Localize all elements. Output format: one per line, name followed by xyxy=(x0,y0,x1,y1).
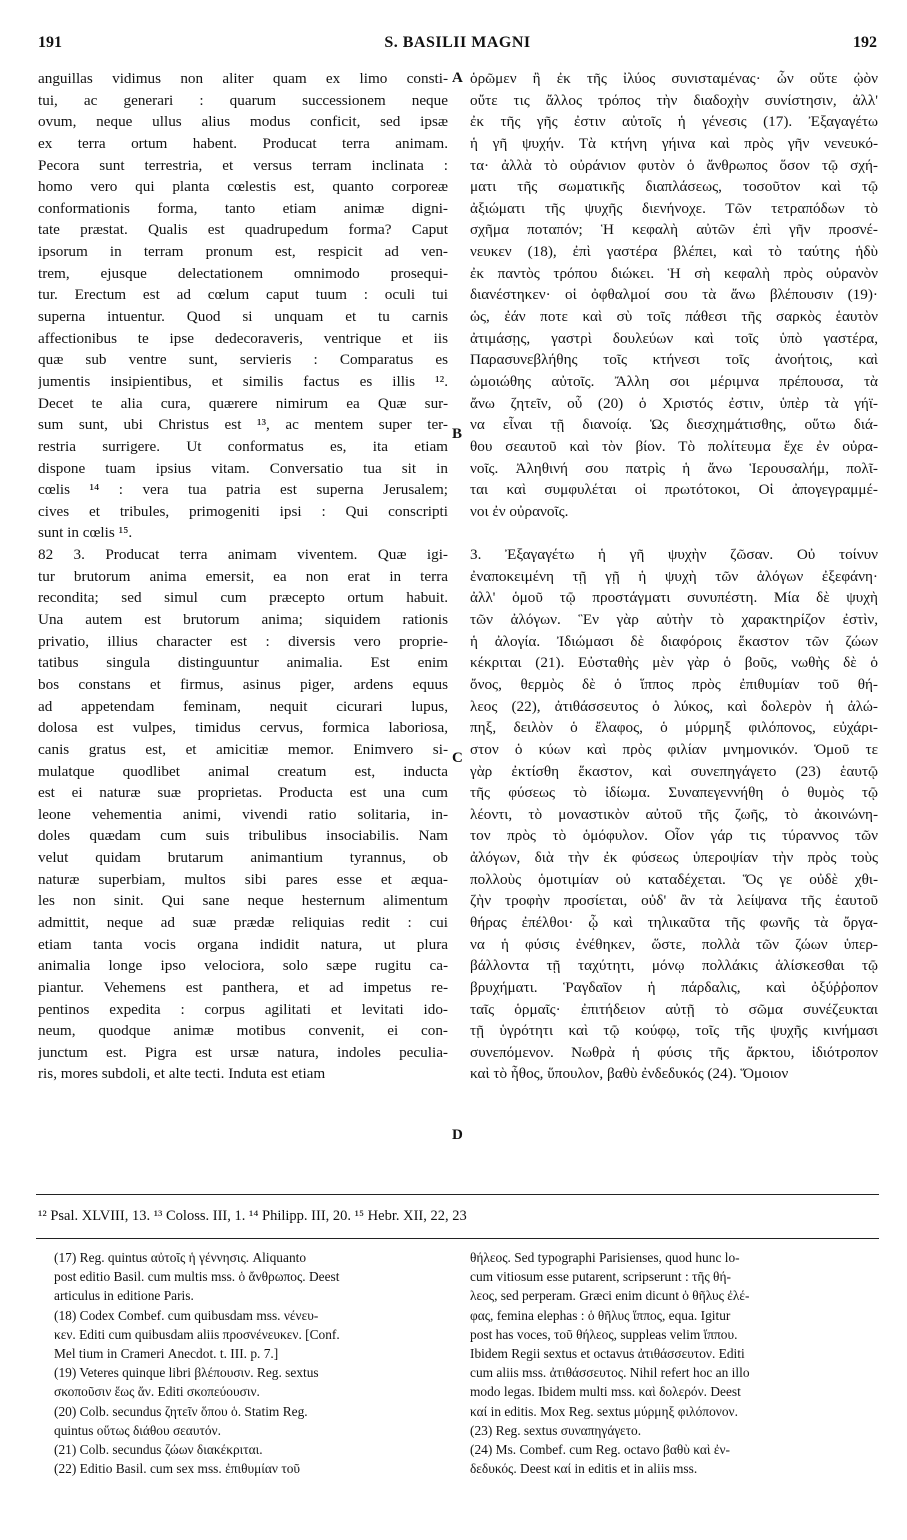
scripture-references: ¹² Psal. XLVIII, 13. ¹³ Coloss. III, 1. ¹⁴ Philipp. III, 20. ¹⁵ Hebr. XII, 22, 23 xyxy=(38,1208,467,1224)
greek-line: νοι ἐν οὐρανοῖς. xyxy=(470,502,569,520)
latin-line: homo vero qui planta cœlestis est, quanto corporeæ xyxy=(38,178,448,196)
greek-line: βάλλοντα τῇ ταχύτητι, μόνῳ πολλάκις ἁλίσκεσθαι τῷ xyxy=(470,957,878,975)
greek-line: στον ὁ κύων καὶ πρὸς φιλίαν μνημονικόν. Ὁμοῦ τε xyxy=(470,740,878,758)
greek-line: καὶ τὸ ἦθος, ὕπουλον, βαθὺ ἐνδεδυκός (24). Ὅμοιον xyxy=(470,1065,789,1083)
footnote-line: cum aliis mss. ἀτιθάσσευτος. Nihil refert hoc an illo xyxy=(470,1365,750,1381)
footnote-line: quintus οὕτως διάθου σεαυτόν. xyxy=(54,1422,221,1438)
latin-line: ovum, neque ullus alius modus conficit, sed ipsæ xyxy=(38,113,448,131)
latin-line: piantur. Vehemens est panthera, et ad impetus re- xyxy=(38,978,448,996)
footnote-line: articulus in editione Paris. xyxy=(54,1288,194,1304)
latin-line: junctum est. Pigra est ursæ natura, indoles peculia- xyxy=(38,1043,448,1061)
greek-line: θου σεαυτοῦ καὶ τὸν βίον. Τὸ πολίτευμα ἔχε ἐν οὐρα- xyxy=(470,437,878,455)
latin-line: tui, ac generari : quarum successionem neque xyxy=(38,91,448,109)
latin-line: canis gratus est, et amicitiæ memor. Enimvero si- xyxy=(38,740,448,758)
greek-line: οὔτε τις ἄλλος τρόπος τὴν διαδοχὴν συνίστησιν, ἀλλ' xyxy=(470,91,878,109)
footnote-line: καί in editis. Mox Reg. sextus μύρμηξ φιλόπονον. xyxy=(470,1403,738,1419)
margin-letter-c: C xyxy=(452,750,463,766)
greek-column xyxy=(470,68,878,1085)
latin-line: doles quædam cum suis tribulibus insociabilis. Nam xyxy=(38,827,448,845)
greek-line: θήρας ἐπέλθοι· ᾧ καὶ τηλικαῦτα τῆς φωνῆς τὰ ὄργα- xyxy=(470,913,878,931)
greek-line: ται καὶ συμφυλέται οἱ πρωτότοκοι, Οἱ ἀπογεγραμμέ- xyxy=(470,481,878,499)
footnote-line: (23) Reg. sextus συναπηγάγετο. xyxy=(470,1422,642,1438)
greek-line: ἀλλ' ὁμοῦ τῷ προστάγματι συνυπέστη. Μία δὲ ψυχὴ xyxy=(470,589,878,607)
greek-line: ἀτιμάσῃς, γαστρὶ δουλεύων καὶ τοῖς ὑπὸ γαστέρα, xyxy=(470,329,878,347)
greek-line: ὄνος, θερμὸς δὲ ὁ ἵππος πρὸς ἐπιθυμίαν τοῦ θή- xyxy=(470,675,878,693)
latin-line: superna intuentur. Quod si unquam et tu carnis xyxy=(38,308,448,326)
text-divider xyxy=(36,1194,879,1195)
latin-line: ad appetendam feminam, nequit cicurari lupus, xyxy=(38,697,448,715)
footnote-line: (20) Colb. secundus ζητεῖν ὅπου ὁ. Statim Reg. xyxy=(54,1403,308,1419)
greek-line: συνεπόμενον. Νωθρὰ ἡ φύσις τῆς ἄρκτου, ἰδιότροπον xyxy=(470,1043,878,1061)
greek-line: κέκριται (21). Εὐσταθὴς μὲν γὰρ ὁ βοῦς, νωθὴς δὲ ὁ xyxy=(470,654,878,672)
footnote-line: post editio Basil. cum multis mss. ὁ ἄνθρωπος. Deest xyxy=(54,1269,340,1285)
latin-line: privatio, illius character est : diversis vero proprie- xyxy=(38,632,448,650)
latin-line: pentinos expedita : corpus agilitati et levitati ido- xyxy=(38,1000,448,1018)
footnote-line: (18) Codex Combef. cum quibusdam mss. νένευ- xyxy=(54,1307,319,1323)
footnote-line: (22) Editio Basil. cum sex mss. ἐπιθυμίαν τοῦ xyxy=(54,1461,301,1477)
footnotes-right xyxy=(470,1248,878,1478)
latin-line: ipsorum in terram pronum est, respicit ad ven- xyxy=(38,243,448,261)
latin-line: dispone tuam ipsius vitam. Conversatio tua sit in xyxy=(38,459,448,477)
greek-line: Παρασυνεβλήθης τοῖς κτήνεσι τοῖς ἀνοήτοις, καὶ xyxy=(470,351,878,369)
margin-letter-d: D xyxy=(452,1127,463,1143)
footnote-line: Mel tium in Cramerі Anecdot. t. III. p. 7.] xyxy=(54,1345,279,1361)
footnote-line: (19) Veteres quinque libri βλέπουσιν. Reg. sextus xyxy=(54,1365,319,1381)
footnote-line: κεν. Editi cum quibusdam aliis προσνένευκεν. [Conf. xyxy=(54,1326,340,1342)
greek-line: πηξ, δειλὸν ὁ ἔλαφος, ὁ μύρμηξ φιλόπονος, εὐχάρι- xyxy=(470,719,878,737)
latin-line: Decet te alia cura, quærere nimirum ea Quæ sur- xyxy=(38,394,448,412)
latin-line: tur brutorum anima emersit, ea non erat in terra xyxy=(38,567,448,585)
footnote-line: (21) Colb. secundus ζώων διακέκριται. xyxy=(54,1441,263,1457)
footnote-line: modo legas. Ibidem multi mss. καὶ δολερόν. Deest xyxy=(470,1384,741,1400)
greek-line: σχῆμα ποταπόν; Ἡ κεφαλὴ αὐτῶν ἐπὶ γῆν προσνέ- xyxy=(470,221,878,239)
greek-line: τον πρὸς τὸ ὁμόφυλον. Οἷον γάρ τις τύραννος τῶν xyxy=(470,827,878,845)
greek-line: ὡς, ἐάν ποτε καὶ σὺ τοῖς πάθεσι τῆς σαρκὸς ἑαυτὸν xyxy=(470,308,878,326)
footnote-line: φας, femina elephas : ὁ θῆλυς ἵππος, equa. Igitur xyxy=(470,1307,731,1323)
greek-line: να εἶναι τῇ διανοίᾳ. Ὡς διεσχημάτισθης, οὕτω διά- xyxy=(470,416,878,434)
latin-line: neum, quodque animæ motibus convenit, ei con- xyxy=(38,1022,448,1040)
greek-line: ταῖς ὁρμαῖς· ἐπιτήδειον αὐτῇ τὸ σῶμα συνέζευκται xyxy=(470,1000,878,1018)
latin-line: 82 3. Producat terra animam viventem. Quæ igi- xyxy=(38,546,448,564)
latin-line: restria surrigere. Ut conformatus es, ita etiam xyxy=(38,437,448,455)
footnote-line: (17) Reg. quintus αὐτοῖς ἡ γέννησις. Aliquanto xyxy=(54,1250,307,1265)
latin-line: conformationis forma, tanto etiam animæ digni- xyxy=(38,199,448,217)
latin-line: trem, ejusque delectationem omnimodo prosequi- xyxy=(38,264,448,282)
latin-line: les non sinit. Qui sane neque hesternum alimentum xyxy=(38,892,448,910)
footnote-line: δεδυκός. Deest καί in editis et in aliis mss. xyxy=(470,1461,698,1477)
latin-line: cives et tribules, primogeniti ipsi : Qui conscripti xyxy=(38,502,448,520)
greek-line: ἐναποκειμένη τῇ γῇ ἡ ψυχὴ τῶν ἀλόγων ἐξεφάνη· xyxy=(470,567,878,585)
latin-line: tatibus singula distinguuntur animalia. Est enim xyxy=(38,654,448,672)
latin-line: bos constans et firmus, asinus piger, ardens equus xyxy=(38,675,448,693)
greek-line: ἐκ τῆς γῆς ἐστιν αὐτοῖς ἡ γένεσις (17). Ἐξαγαγέτω xyxy=(470,113,878,131)
greek-line: τα· ἀλλὰ τὸ οὐράνιον φυτὸν ὁ ἄνθρωπος ὅσον τῷ σχή- xyxy=(470,156,878,174)
latin-column xyxy=(38,68,448,1085)
latin-line: anguillas vidimus non aliter quam ex limo consti- xyxy=(38,70,448,87)
latin-line: jumentis insipientibus, et similis factus es illis ¹². xyxy=(38,372,448,390)
latin-line: leone vehementia animi, vivendi ratio solitaria, in- xyxy=(38,805,448,823)
greek-line: ὡμοιώθης αὐτοῖς. Ἄλλη σοι μέριμνα πρέπουσα, τὰ xyxy=(470,372,878,390)
latin-line: etiam tanta vocis organa indidit natura, ut plura xyxy=(38,935,448,953)
greek-line: βρυχήματι. Ῥαγδαῖον ἡ πάρδαλις, καὶ ὀξύῤῥοπον xyxy=(470,978,878,996)
footnotes-left xyxy=(54,1248,450,1478)
footnote-line: post has voces, τοῦ θήλεος, suppleas velim ἵππου. xyxy=(470,1326,738,1342)
latin-line: velut quidam brutarum animantium tyrannus, ob xyxy=(38,849,448,867)
greek-line: ζὴν τροφὴν προσίεται, οὐδ' ἂν τὰ λείψανα τῆς ἑαυτοῦ xyxy=(470,892,878,910)
footnote-line: Ibidem Regii sextus et octavus ἀτιθάσσευτον. Editi xyxy=(470,1345,745,1361)
greek-line: ἡ ἀλογία. Ἰδιώμασι δὲ διαφόροις ἕκαστον τῶν ζώων xyxy=(470,632,878,650)
greek-line: ἐκ παντὸς τρόπου διώκει. Ἡ σὴ κεφαλὴ πρὸς οὐρανὸν xyxy=(470,264,878,282)
greek-line: ματι τῆς σωματικῆς διαπλάσεως, τοσοῦτον καὶ τῷ xyxy=(470,178,878,196)
page-number-right: 192 xyxy=(853,34,877,51)
greek-line: ἡ γῆ ψυχήν. Τὰ κτήνη γήινα καὶ πρὸς γῆν νενευκό- xyxy=(470,134,878,152)
greek-line: ἀξιώματι τῆς ψυχῆς διενήνοχε. Τῶν τετραπόδων τὸ xyxy=(470,199,878,217)
latin-line: est ei naturæ suæ proprietas. Producta est una cum xyxy=(38,784,448,802)
greek-line: γὰρ ἐκτίσθη ἕκαστον, καὶ συνεπηγάγετο (23) ἑαυτῷ xyxy=(470,762,878,780)
latin-line: quæ sub ventre sunt, servieris : Comparatus es xyxy=(38,351,448,369)
latin-line: sum sunt, ubi Christus est ¹³, ac mentem super ter- xyxy=(38,416,448,434)
latin-line: tur. Erectum est ad cœlum caput tuum : oculi tui xyxy=(38,286,448,304)
latin-line: admittit, neque ad suæ prædæ reliquias redit : cui xyxy=(38,913,448,931)
latin-line: naturæ superbiam, multos sibi pares esse et æqua- xyxy=(38,870,448,888)
greek-line: να ἡ φύσις ἐνέθηκεν, ὥστε, πολλὰ τῶν ζώων ὑπερ- xyxy=(470,935,878,953)
greek-line: λέοντι, τὸ μοναστικὸν αὐτοῦ τῆς ζωῆς, τὸ ἀκοινώνη- xyxy=(470,805,878,823)
greek-line: πολλοὺς ὁμοτιμίαν οὐ καταδέχεται. Ὅς γε οὐδὲ χθι- xyxy=(470,870,878,888)
margin-letter-a: A xyxy=(452,70,463,86)
latin-line: mulatque quodlibet animal creatum est, inducta xyxy=(38,762,448,780)
latin-line: animalia longe ipso velociora, solo sæpe rugitu ca- xyxy=(38,957,448,975)
greek-line: νευκεν (18), ἐπὶ γαστέρα βλέπει, καὶ τὸ ταύτης ἡδὺ xyxy=(470,243,878,261)
greek-line: τῶν ἀλόγων. Ἓν γὰρ αὐτὴν τὸ χαρακτηρίζον ἐστὶν, xyxy=(470,611,878,629)
page-number-left: 191 xyxy=(38,34,62,51)
footnote-line: λεος, sed perperam. Græci enim dicunt ὁ θῆλυς ἐλέ- xyxy=(470,1288,750,1304)
latin-line: sunt in cœlis ¹⁵. xyxy=(38,524,133,542)
latin-line: ris, mores subdoli, et alte tecti. Induta est etiam xyxy=(38,1065,326,1083)
latin-line: cœlis ¹⁴ : vera tua patria est superna Jerusalem; xyxy=(38,481,448,499)
footnote-line: σκοποῦσιν ἕως ἄν. Editi σκοπεύουσιν. xyxy=(54,1384,260,1400)
greek-line: ὁρῶμεν ἢ ἐκ τῆς ἰλύος συνισταμένας· ὧν οὔτε ᾠὸν xyxy=(470,70,878,87)
margin-letter-b: B xyxy=(452,426,463,442)
latin-line: Pecora sunt terrestria, et versus terram inclinata : xyxy=(38,156,448,174)
greek-line: 3. Ἐξαγαγέτω ἡ γῆ ψυχὴν ζῶσαν. Οὐ τοίνυν xyxy=(470,546,878,564)
greek-line: ἄνω ζητεῖν, οὗ (20) ὁ Χριστός ἐστιν, ὑπὲρ τὰ γήϊ- xyxy=(470,394,878,412)
greek-line: τῆς φύσεως τὸ ἰδίωμα. Συναπεγεννήθη ὁ θυμὸς τῷ xyxy=(470,784,878,802)
greek-line: λεος (22), ἀτιθάσσευτος ὁ λύκος, καὶ δολερὸν ἡ ἀλώ- xyxy=(470,697,878,715)
footnote-line: (24) Ms. Combef. cum Reg. octavo βαθὺ καὶ ἐν- xyxy=(470,1441,730,1457)
latin-line: dolosa est vulpes, timidus cervus, formica laboriosa, xyxy=(38,719,448,737)
footnote-line: cum vitiosum esse putarent, scripserunt : τῆς θή- xyxy=(470,1269,731,1285)
footnote-line: θήλεος. Sed typographi Parisienses, quod hunc lo- xyxy=(470,1250,740,1265)
latin-line: ex terra ortum habent. Producat terra animam. xyxy=(38,134,448,152)
greek-line: νοῖς. Ἀληθινή σου πατρὶς ἡ ἄνω Ἱερουσαλήμ, πολῖ- xyxy=(470,459,878,477)
footnote-divider xyxy=(36,1238,879,1239)
greek-line xyxy=(470,522,878,544)
latin-line: recondita; sed simul cum præcepto ortum habuit. xyxy=(38,589,448,607)
latin-line: affectionibus te ipse dedecoraveris, ventrique et iis xyxy=(38,329,448,347)
latin-line: Una autem est brutorum anima; siquidem rationis xyxy=(38,611,448,629)
latin-line: tate præstat. Qualis est quadrupedum forma? Caput xyxy=(38,221,448,239)
running-title: S. BASILII MAGNI xyxy=(384,34,531,51)
greek-line: τῇ ὑγρότητι καὶ τῷ κούφῳ, τοῖς τῆς ψυχῆς κινήμασι xyxy=(470,1022,878,1040)
greek-line: ἀλόγων, διὰ τὴν ἐκ φύσεως ὑπεροψίαν τὴν πρὸς τοὺς xyxy=(470,849,878,867)
greek-line: διανέστηκεν· οἱ ὀφθαλμοί σου τὰ ἄνω βλέπουσιν (19)· xyxy=(470,286,878,304)
page-header xyxy=(38,34,877,56)
